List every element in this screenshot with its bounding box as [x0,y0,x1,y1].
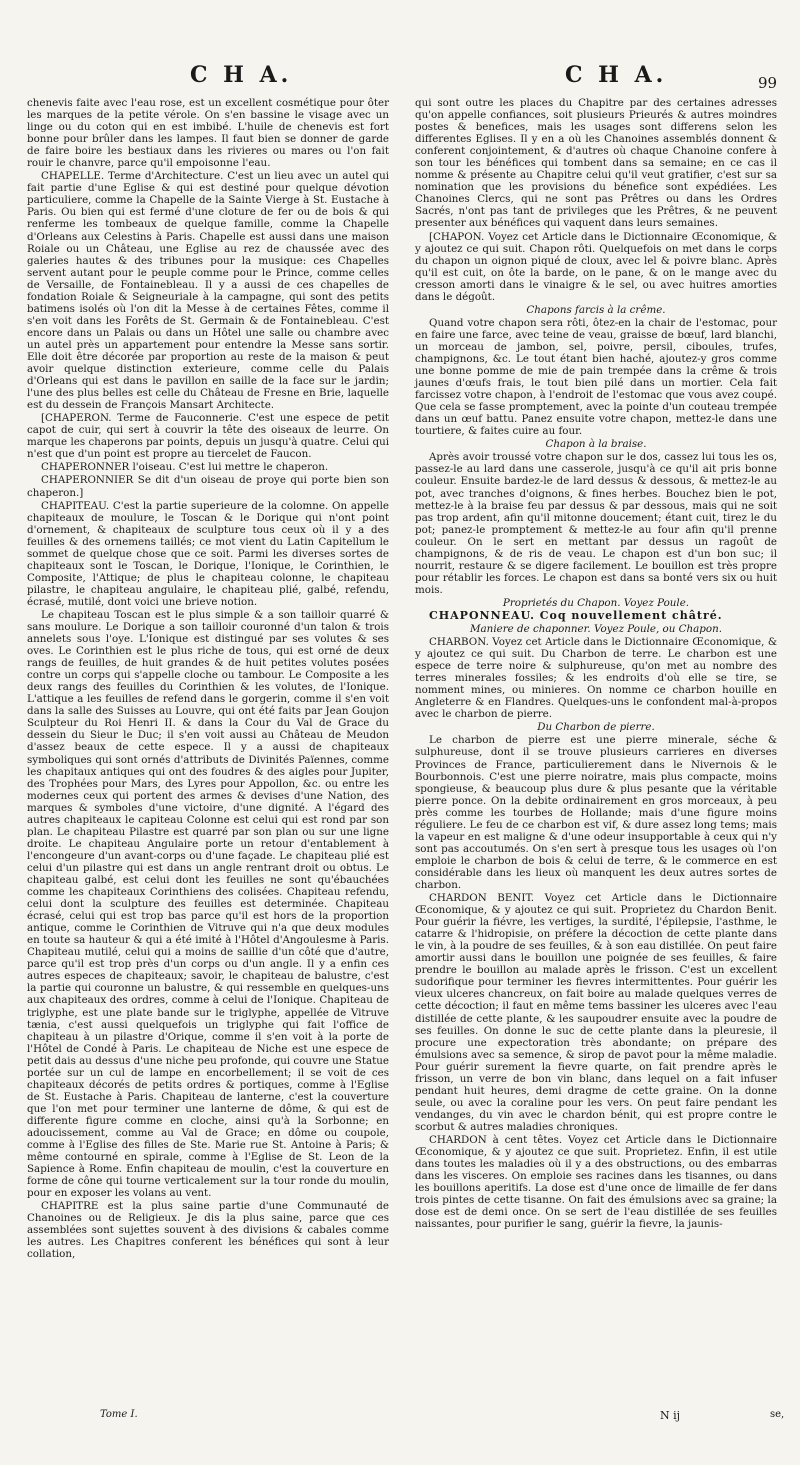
subheading-charbon-pierre: Du Charbon de pierre. [537,721,655,734]
entry-chapelle: CHAPELLE. Terme d'Architecture. C'est un lieu avec un autel qui fait partie d'une Eglise & qui est destiné pour quelque dévotion particuliere, comme la Chapelle de la Sainte Vierge à St. Eustache à Paris. Ou bien qui est fermé d'une cloture de fer ou de bois & qui renferme les tombeaux de quelque famille, comme la Chapelle d'Orleans aux Celestins à Paris. Chapelle est aussi dans une maison Roiale ou un Château, une Eglise au rez de chaussée avec des galeries hautes & des tribunes pour la musique: ces Chapelles servent autant pour le peuple comme pour le Prince, comme celles de Versaille, de Fontainebleau. Il y a aussi de ces chapelles de fondation Roiale & Seigneuriale à la campagne, qui sont des petits batimens isolés où l'on dit la Messe à de certaines Fêtes, comme il s'en voit dans les Forêts de St. Germain & de Fontainebleau. C'est encore dans un Palais ou dans un Hôtel une salle ou chambre avec un autel près un appartement pour entendre la Messe sans sortir. Elle doit être décorée par proportion au reste de la maison & peut avoir quelque distinction exterieure, comme celle du Palais d'Orleans qui est dans le pavillon en saille de la face sur le jardin; l'une des plus belles est celle du Château de Fresne en Brie, laquelle est du dessein de François Mansart Architecte. [27,170,389,412]
running-head-right: C H A. [565,62,668,88]
paragraph-charbon-pierre: Le charbon de pierre est une pierre minerale, séche & sulphureuse, dont il se trouve plusieurs carrieres en diverses Provinces de France, particulierement dans le Nivernois & le Bourbonnois. C'est une pierre noiratre, mais plus compacte, moins spongieuse, & beaucoup plus dure & plus pesante que la véritable pierre ponce. On la debite ordinairement en gros morceaux, à peu près comme les tourbes de Hollande; mais d'une figure moins réguliere. Le feu de ce charbon est vif, & dure assez long tems; mais la vapeur en est maligne & d'une odeur insupportable à ceux qui n'y sont pas accoutumés. On s'en sert à presque tous les usages où l'on emploie le charbon de bois & celui de terre, & le commerce en est considérable dans les lieux où manquent les deux autres sortes de charbon. [415,734,777,891]
volume-label: Tome I. [100,1409,138,1420]
running-head-left: C H A. [190,62,293,88]
recipe-chapons-farcis: Quand votre chapon sera rôti, ôtez-en la chair de l'estomac, pour en faire une farce, avec teine de veau, graisse de bœuf, lard blanchi, un morceau de jambon, sel, poivre, persil, ciboules, trufes, champignons, &c. Le tout étant bien haché, ajoutez-y gros comme une bonne pomme de mie de pain trempée dans la crême & trois jaunes d'œufs frais, le tout bien pilé dans un mortier. Cela fait farcissez votre chapon, à l'endroit de l'estomac que vous avez coupé. Que cela se fasse promptement, avec la pointe d'un couteau trempée dans un œuf battu. Panez ensuite votre chapon, mettez-le dans une tourtiere, & faites cuire au four. [415,316,777,438]
entry-chapiteau: CHAPITEAU. C'est la partie superieure de la colomne. On appelle chapiteaux de moulure, le Toscan & le Dorique qui n'ont point d'ornement, & chapiteaux de sculpture tous ceux où il y a des feuilles & des ornemens taillés; ce mot vient du Latin Capitellum le sommet de quelque chose que ce soit. Parmi les diverses sortes de chapiteaux sont le Toscan, le Dorique, l'Ionique, le Corinthien, le Composite, l'Attique; de plus le chapiteau colonne, le chapiteau pilastre, le chapiteau angulaire, le chapiteau plié, galbé, refendu, écrasé, mutilé, dont voici une brieve notion. [27,499,389,608]
paragraph-chenevis: chenevis faite avec l'eau rose, est un excellent cosmétique pour ôter les marques de la petite vérole. On s'en bassine le visage avec un linge ou du coton qui en est imbibé. L'huile de chenevis est fort bonne pour brûler dans les lampes. Il faut bien se donner de garde de faire boire les bestiaux dans les rivieres ou mares ou l'on fait rouir le chanvre, parce qu'il empoisonne l'eau. [27,97,389,170]
signature-mark: N ij [660,1409,681,1422]
page-number: 99 [758,74,778,92]
entry-chaperonner: CHAPERONNER l'oiseau. C'est lui mettre le chaperon. [41,461,329,474]
entry-chapon: [CHAPON. Voyez cet Article dans le Dictionnaire Œconomique, & y ajoutez ce qui suit. Chapon rôti. Quelquefois on met dans le corps du chapon un oignon piqué de cloux, avec lel & poivre blanc. Après qu'il est cuit, on ôte la barde, on le pane, & on le mange avec du cresson amorti dans le vinaigre & le sel, ou avec huitres amorties dans le dégoût. [415,230,777,303]
entry-charbon: CHARBON. Voyez cet Article dans le Dictionnaire Œconomique, & y ajoutez ce qui suit. Du Charbon de terre. Le charbon est une espece de terre noire & sulphureuse, qu'on met au nombre des terres minerales fossiles; & les endroits d'où elle se tire, se nomment mines, ou minieres. On nomme ce charbon houille en Angleterre & en Flandres. Quelques-uns le confondent mal-à-propos avec le charbon de pierre. [415,636,777,721]
entry-chaperonnier: CHAPERONNIER Se dit d'un oiseau de proye qui porte bien son chaperon.] [27,474,389,499]
entry-chaponneau: CHAPONNEAU. Coq nouvellement châtré. [429,608,723,622]
subheading-chapon-braise: Chapon à la braise. [545,438,647,451]
entry-chardon-benit: CHARDON BENIT. Voyez cet Article dans le Dictionnaire Œconomique, & y ajoutez ce qui suit. Proprietez du Chardon Benit. Pour guérir la fiévre, les vertiges, la surdité, l'épilepsie, l'asthme, le catarre & l'hidropisie, on préfere la décoction de cette plante dans le vin, à la poudre de ses feuilles, & à son eau distillée. On peut faire amortir aussi dans le bouillon une poignée de ses feuilles, & faire prendre le bouillon au malade après le frisson. C'est un excellent sudorifique pour terminer les fievres intermittentes. Pour guérir les vieux ulceres chancreux, on fait boire au malade quelques verres de cette décoction; il faut en même tems bassiner les ulceres avec l'eau distillée de cette plante, & les saupoudrer ensuite avec la poudre de ses feuilles. On donne le suc de cette plante dans la pleuresie, il procure une expectoration très abondante; on prépare des émulsions avec sa semence, & sirop de pavot pour la même maladie. Pour guérir surement la fievre quarte, on fait prendre après le frisson, un verre de bon vin blanc, dans lequel on a fait infuser pendant huit heures, demi dragme de cette graine. On la donne seule, ou avec la coraline pour les vers. On peut faire pendant les vendanges, du vin avec le chardon bénit, qui est propre contre le scorbut & autres maladies chroniques. [415,892,777,1133]
entry-chardon-cent-tetes: CHARDON à cent têtes. Voyez cet Article dans le Dictionnaire Œconomique, & y ajoutez ce que suit. Proprietez. Enfin, il est utile dans toutes les maladies où il y a des obstructions, ou des embarras dans les visceres. On emploie ses racines dans les tisannes, ou dans les bouillons aperitifs. La dose est d'une once de limaille de fer dans trois pintes de cette tisanne. On fait des émulsions avec sa graine; la dose est de demi once. On se sert de l'eau distillée de ses feuilles naissantes, pour purifier le sang, guérir la fievre, la jaunis- [415,1133,777,1231]
entry-chapiteau-types: Le chapiteau Toscan est le plus simple & a son tailloir quarré & sans moulure. Le Dorique a son tailloir couronné d'un talon & trois annelets sous l'oye. L'Ionique est distingué par ses volutes & ses oves. Le Corinthien est le plus riche de tous, qui est orné de deux rangs de feuilles, de huit grandes & de huit petites volutes posées contre un corps qui s'appelle cloche ou tambour. Le Composite a les deux rangs des feuilles du Corinthien & les volutes, de l'Ionique. L'attique a les feuilles de refend dans le gorgerin, comme il s'en voit dans la salle des Suisses au Louvre, qui ont été faits par Jean Goujon Sculpteur du Roi Henri II. & dans la Cour du Val de Grace du dessein du Sieur le Duc; il s'en voit aussi au Château de Meudon d'assez beaux de cette espece. Il y a aussi de chapiteaux symboliques qui sont ornés d'attributs de Divinités Païennes, comme les chapitaux antiques qui ont des foudres & des aigles pour Jupiter, des Trophées pour Mars, des Lyres pour Appollon, &c. ou entre les modernes ceux qui portent des armes & devises d'une Nation, des marques & symboles d'une victoire, d'une dignité. A l'égard des autres chapiteaux le capiteau Colonne est celui qui est rond par son plan. Le chapiteau Pilastre est quarré par son plan ou sur une ligne droite. Le chapiteau Angulaire porte un retour d'entablement à l'encongeure d'un avant-corps ou d'une façade. Le chapiteau plié est celui d'un pilastre qui est dans un angle rentrant droit ou obtus. Le chapiteau galbé, est celui dont les feuilles ne sont qu'ébauchées comme les chapiteaux Corinthiens des colisées. Chapiteau refendu, celui dont la sculpture des feuilles est determinée. Chapiteau écrasé, celui qui est trop bas parce qu'il est hors de la proportion antique, comme le Corinthien de Vitruve qui n'a que deux modules en toute sa hauteur & qui a été imité à l'Hôtel d'Angoulesme à Paris. Chapiteau mutilé, celui qui a moins de saillie d'un côté que d'autre, parce qu'il est trop près d'un corps ou d'un angle. Il y a enfin ces autres especes de chapiteaux; savoir, le chapiteau de balustre, c'est la partie qui couronne un balustre, & qui ressemble en quelques-uns aux chapiteaux des ordres, comme à celui de l'Ionique. Chapiteau de triglyphe, est une plate bande sur le triglyphe, appellée de Vitruve tænia, c'est aussi quelquefois un triglyphe qui fait l'office de chapiteau à un pilastre d'Orique, comme il s'en voit à la porte de l'Hôtel de Condé à Paris. Le chapiteau de Niche est une espece de petit dais au dessus d'une niche peu profonde, qui couvre une Statue portée sur un cul de lampe en encorbellement; il se voit de ces chapiteaux décorés de petits ordres & portiques, comme à l'Eglise de St. Eustache à Paris. Chapiteau de lanterne, c'est la couverture que l'on met pour terminer une lanterne de dôme, & qui est de differente figure comme en cloche, ainsi qu'à la Sorbonne; en adoucissement, comme au Val de Grace; en dôme ou coupole, comme à l'Eglise des filles de Ste. Marie rue St. Antoine à Paris; & même contourné en spirale, comme à l'Eglise de St. Leon de la Sapience à Rome. Enfin chapiteau de moulin, c'est la couverture en forme de cône qui tourne verticalement sur la tour ronde du moulin, pour en exposer les volans au vent. [27,608,389,1200]
catchword: se, [770,1409,785,1420]
entry-chaperon: [CHAPERON. Terme de Fauconnerie. C'est une espece de petit capot de cuir, qui sert à couvrir la tête des oiseaux de leurre. On marque les chaperons par points, depuis un jusqu'à quatre. Celui qui n'est que d'un point est propre au tiercelet de Faucon. [27,412,389,461]
subheading-chapons-farcis: Chapons farcis à la crême. [526,303,666,316]
right-column [415,97,777,1231]
subheading-proprietes-chapon: Proprietés du Chapon. Voyez Poule. [502,596,690,609]
left-column [27,97,389,1262]
entry-chapitre: CHAPITRE est la plus saine partie d'une Communauté de Chanoines ou de Religieux. Je dis la plus saine, parce que ces assemblées sont sujettes souvent à des divisions & cabales comme les autres. Les Chapitres conferent les bénéfices qui sont à leur collation, [27,1200,389,1261]
recipe-chapon-braise: Après avoir troussé votre chapon sur le dos, cassez lui tous les os, passez-le au lard dans une casserole, jusqu'à ce qu'il ait pris bonne couleur. Ensuite bardez-le de lard dessus & dessous, & mettez-le au pot, avec tranches d'oignons, & fines herbes. Bouchez bien le pot, mettez-le à la braise feu par dessus & par dessous, mais qui ne soit pas trop ardent, afin qu'il mitonne doucement; étant cuit, tirez le du pot; panez-le promptement & mettez-le au four afin qu'il prenne couleur. On le sert en mettant par dessus un ragoût de champignons, & de ris de veau. Le chapon est d'un bon suc; il nourrit, restaure & se digere facilement. Le bouillon est très propre pour rétablir les forces. Le chapon est dans sa bonté vers six ou huit mois. [415,451,777,596]
paragraph-chapitre-cont: qui sont outre les places du Chapitre par des certaines adresses qu'on appelle confiances, soit plusieurs Prieurés & autres moindres postes & benefices, mais les usages sont differens selon les differentes Eglises. Il y en a où les Chanoines assemblés donnent & conferent conjointement, & d'autres où chaque Chanoine confere à son tour les bénéfices qui tombent dans sa semaine; en ce cas il nomme & présente au Chapitre celui qu'il veut gratifier, c'est sur sa nomination que les provisions du bénefice sont expédiées. Les Chanoines Clercs, qui ne sont pas Prêtres ou dans les Ordres Sacrés, n'ont pas tant de privileges que les Prêtres, & ne peuvent presenter aux bénéfices qui vaquent dans leurs semaines. [415,97,777,230]
subheading-maniere-chaponner: Maniere de chaponner. Voyez Poule, ou Chapon. [470,623,722,636]
